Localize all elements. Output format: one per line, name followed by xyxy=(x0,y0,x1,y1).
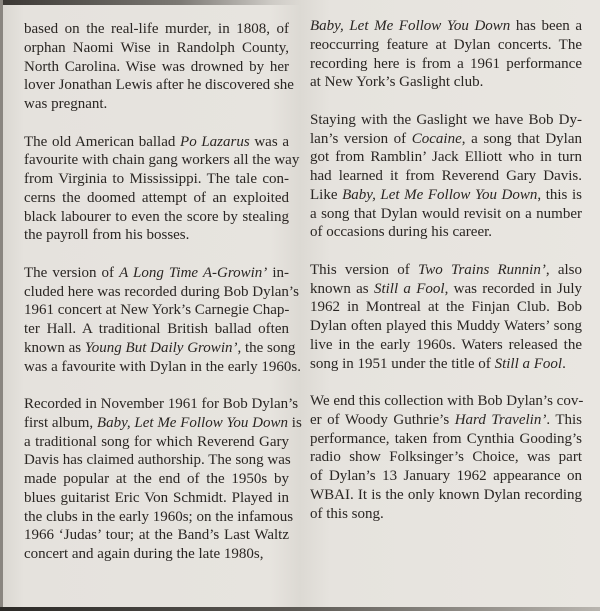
song-title: Baby, Let Me Follow You Down xyxy=(96,414,289,431)
text-segment: ter Hall. A traditional British ballad often xyxy=(24,321,289,337)
text-line xyxy=(24,133,289,152)
paragraph-gap xyxy=(310,242,582,261)
paragraph xyxy=(310,261,582,374)
text-line xyxy=(310,355,582,374)
paragraph-gap xyxy=(24,376,289,395)
text-segment: er of Woody Guthrie’s xyxy=(310,411,455,428)
text-segment: performance, taken from Cynthia Gooding’s xyxy=(310,430,582,447)
text-line xyxy=(24,451,289,470)
text-line xyxy=(24,208,289,227)
text-segment: North Carolina. Wise was drowned by her xyxy=(24,58,289,75)
text-line xyxy=(24,395,299,414)
text-segment: is xyxy=(288,414,302,431)
text-segment: lan’s version of xyxy=(310,130,412,147)
text-segment: of this song. xyxy=(310,505,384,522)
text-segment: made popular at the end of the 1950s by xyxy=(24,471,289,487)
text-segment: The old American ballad xyxy=(24,133,181,150)
text-line xyxy=(310,148,582,167)
text-line xyxy=(24,508,294,527)
song-title: Still a Fool xyxy=(373,280,445,297)
paragraph xyxy=(24,264,302,377)
song-title: Young But Daily Growin’ xyxy=(84,339,238,356)
text-line xyxy=(310,36,582,55)
text-segment: orphan Naomi Wise in Randolph County, xyxy=(24,39,289,56)
text-segment: a traditional song for which Reverend Gary xyxy=(24,433,289,450)
text-segment: blues guitarist Eric Von Schmidt. Played in xyxy=(24,489,289,506)
text-line xyxy=(310,223,582,242)
text-line xyxy=(310,73,582,92)
text-segment: Dylan often played this Muddy Waters’ song xyxy=(310,318,582,334)
text-segment: This version of xyxy=(310,261,418,278)
text-line xyxy=(24,95,289,114)
text-segment: first album, xyxy=(24,414,97,431)
text-line xyxy=(24,320,289,339)
text-line xyxy=(24,489,289,508)
text-segment: of occasions during his career. xyxy=(310,224,493,241)
text-line xyxy=(310,411,582,430)
text-segment: live in the early 1960s. Waters released the xyxy=(310,336,582,353)
text-line xyxy=(310,186,582,205)
text-line xyxy=(24,414,302,433)
text-segment: known as xyxy=(310,280,374,297)
text-segment: 1966 ‘Judas’ tour; at the Band’s Last Waltz xyxy=(24,527,289,544)
text-segment: was a xyxy=(249,133,289,150)
song-title: Two Trains Runnin’ xyxy=(417,261,546,278)
text-line xyxy=(24,358,302,377)
text-segment: reoccurring feature at Dylan concerts. The xyxy=(310,36,582,53)
text-line xyxy=(24,151,300,170)
text-segment: the clubs in the early 1960s; on the infamous xyxy=(24,508,294,525)
text-line xyxy=(310,448,582,467)
text-segment: , the song xyxy=(237,339,296,356)
text-segment: We end this collection with Bob Dylan’s cov- xyxy=(310,393,584,409)
page-left-edge xyxy=(0,0,3,611)
text-line xyxy=(310,486,582,505)
text-segment: 1962 in Montreal at the Finjan Club. Bob xyxy=(310,299,582,316)
text-segment: favourite with chain gang workers all the way xyxy=(24,152,300,169)
text-segment: , a song that Dylan xyxy=(461,130,582,147)
text-segment: had learned it from Reverend Gary Davis. xyxy=(310,168,582,184)
text-segment: in- xyxy=(267,264,289,281)
text-line xyxy=(24,339,296,358)
text-line xyxy=(24,226,289,245)
text-segment: Like xyxy=(310,186,343,203)
text-segment: WBAI. It is the only known Dylan recording xyxy=(310,486,582,503)
text-line xyxy=(24,470,289,489)
text-line xyxy=(24,433,289,452)
page-bottom-edge xyxy=(0,607,600,611)
text-line xyxy=(24,20,289,39)
text-segment: lover Jonathan Lewis after he discovered she xyxy=(24,77,294,94)
text-line xyxy=(24,264,289,283)
text-segment: based on the real-life murder, in 1808, of xyxy=(24,21,289,37)
page-top-edge xyxy=(0,0,300,5)
text-segment: radio show Folksinger’s Choice, was part xyxy=(310,449,582,466)
song-title: Baby, Let Me Follow You Down xyxy=(310,18,511,34)
paragraph xyxy=(24,20,294,114)
text-line xyxy=(310,130,582,149)
paragraph-gap xyxy=(24,114,289,133)
text-segment: Davis has claimed authorship. The song was xyxy=(24,452,291,469)
text-segment: Recorded in November 1961 for Bob Dylan’s xyxy=(24,396,299,412)
text-segment: 1961 concert at New York’s Carnegie Chap- xyxy=(24,302,290,319)
text-line xyxy=(310,336,582,355)
text-segment: a song that Dylan would revisit on a number xyxy=(310,205,582,222)
text-line xyxy=(24,545,289,564)
text-segment: got from Ramblin’ Jack Elliott who in turn xyxy=(310,149,582,166)
text-segment: . xyxy=(562,355,566,372)
text-line xyxy=(24,283,299,302)
song-title: Po Lazarus xyxy=(180,133,250,150)
paragraph xyxy=(24,395,302,564)
text-line xyxy=(24,170,289,189)
text-line xyxy=(310,467,582,486)
text-line xyxy=(310,317,582,336)
song-title: Still a Fool xyxy=(494,355,563,372)
text-segment: Staying with the Gaslight we have Bob Dy- xyxy=(310,111,582,128)
song-title: A Long Time A-Growin’ xyxy=(119,264,268,281)
text-column-right xyxy=(310,17,582,523)
text-segment: . This xyxy=(546,411,582,428)
text-line xyxy=(310,205,582,224)
text-line xyxy=(24,526,289,545)
paragraph xyxy=(24,133,300,246)
text-segment: has been a xyxy=(510,18,582,34)
paragraph xyxy=(310,392,582,523)
text-segment: cerns the doomed attempt of an exploited xyxy=(24,189,289,206)
text-segment: , was recorded in July xyxy=(444,280,583,297)
paragraph xyxy=(310,111,582,242)
text-line xyxy=(24,301,289,320)
text-segment: cluded here was recorded during Bob Dylan’s xyxy=(24,283,299,300)
text-line xyxy=(310,392,582,411)
text-segment: at New York’s Gaslight club. xyxy=(310,74,484,91)
text-line xyxy=(24,189,289,208)
text-line xyxy=(310,55,582,74)
text-segment: The version of xyxy=(24,264,120,281)
text-segment: was pregnant. xyxy=(24,96,108,112)
paragraph-gap xyxy=(310,92,582,111)
text-segment: song in 1951 under the title of xyxy=(310,355,495,372)
text-line xyxy=(310,505,582,524)
song-title: Baby, Let Me Follow You Down xyxy=(342,186,538,203)
text-segment: known as xyxy=(24,339,85,356)
song-title: Hard Travelin’ xyxy=(454,411,547,428)
text-segment: black labourer to even the score by stealing xyxy=(24,208,289,225)
text-line xyxy=(310,167,582,186)
text-line xyxy=(310,261,582,280)
text-segment: of Dylan’s 13 January 1962 appearance on xyxy=(310,468,582,484)
text-line xyxy=(24,76,294,95)
text-segment: , this is xyxy=(537,186,582,203)
text-segment: the payroll from his bosses. xyxy=(24,227,190,244)
text-segment: concert and again during the late 1980s, xyxy=(24,546,264,562)
text-segment: recording here is from a 1961 performance xyxy=(310,55,582,72)
paragraph-gap xyxy=(310,373,582,392)
text-line xyxy=(310,111,582,130)
text-line xyxy=(24,39,289,58)
song-title: Cocaine xyxy=(411,130,462,147)
text-segment: , also xyxy=(545,261,582,278)
text-line xyxy=(310,298,582,317)
text-line xyxy=(310,430,582,449)
text-line xyxy=(310,280,582,299)
text-segment: from Virginia to Mississippi. The tale con- xyxy=(24,171,289,187)
paragraph xyxy=(310,17,582,92)
paragraph-gap xyxy=(24,245,289,264)
text-line xyxy=(310,17,582,36)
text-line xyxy=(24,58,289,77)
text-column-left xyxy=(24,20,302,564)
text-segment: was a favourite with Dylan in the early 1960s. xyxy=(24,358,302,375)
